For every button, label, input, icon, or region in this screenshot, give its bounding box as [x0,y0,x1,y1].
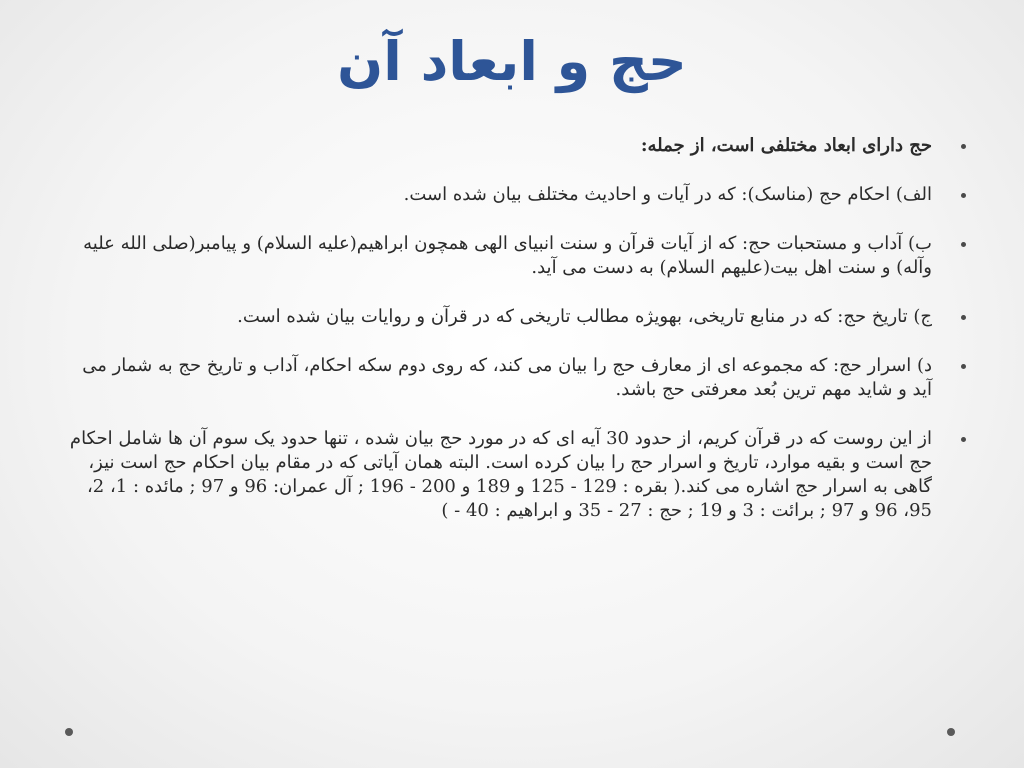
bullet-item-tarikh [62,305,932,329]
bullet-text: از این روست که در قرآن کریم، از حدود 30 آیه ای که در مورد حج بیان شده ، تنها حدود یک سوم آن ها شامل احکام حج است و بقیه موارد، تاریخ و اسرار حج را بیان کرده است. البته همان آیاتی که در مقام بیان احکام حج است نیز، گاهی به اسرار حج اشاره می کند.( بقره : 129 - 125 و 189 و 200 - 196 ; آل عمران: 96 و 97 ; مائده : 1، 2، 95، 96 و 97 ; برائت : 3 و 19 ; حج : 27 - 35 و ابراهیم : 40 - ) [69,428,932,521]
bullet-item-intro [62,134,932,158]
bullet-icon [961,242,966,247]
bullet-item-ahkam [62,183,932,207]
bullet-text: حج دارای ابعاد مختلفی است، از جمله: [640,135,932,156]
corner-dot-right-icon [947,728,955,736]
bullet-text: ب) آداب و مستحبات حج: که از آیات قرآن و سنت انبیای الهی همچون ابراهیم(علیه السلام) و پیامبر(صلی الله علیه وآله) و سنت اهل بیت(علیهم السلام) به دست می آید. [83,233,932,278]
bullet-icon [961,364,966,369]
bullet-icon [961,144,966,149]
bullet-item-asrar [62,354,932,402]
bullet-icon [961,193,966,198]
bullet-text: الف) احکام حج (مناسک): که در آیات و احادیث مختلف بیان شده است. [403,184,932,205]
bullet-icon [961,437,966,442]
corner-dot-left-icon [65,728,73,736]
slide-title: حج و ابعاد آن [337,30,687,93]
bullet-item-quran [62,427,932,523]
bullet-item-adab [62,232,932,280]
bullet-icon [961,315,966,320]
bullet-text: د) اسرار حج: که مجموعه ای از معارف حج را بیان می کند، که روی دوم سکه احکام، آداب و تاریخ حج به شمار می آید و شاید مهم ترین بُعد معرفتی حج باشد. [82,355,932,400]
bullet-list [62,134,932,548]
bullet-text: ج) تاریخ حج: که در منابع تاریخی، بهویژه مطالب تاریخی که در قرآن و روایات بیان شده است. [237,306,932,327]
